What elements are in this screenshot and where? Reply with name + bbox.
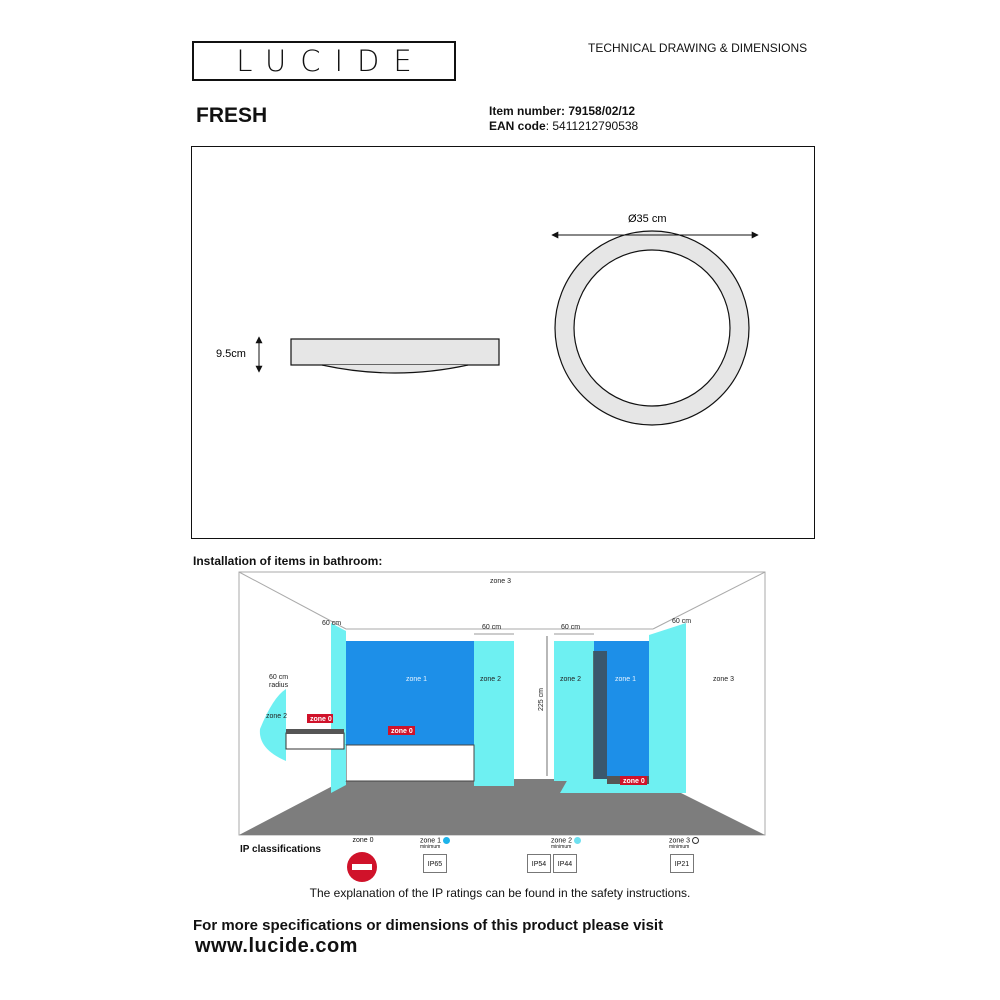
brand-logo: LUCIDE — [192, 41, 456, 81]
bathroom-section-title: Installation of items in bathroom: — [193, 554, 383, 568]
ip-zone0-label: zone 0 — [352, 837, 374, 844]
bathroom-zones-diagram — [238, 571, 766, 836]
zone0-sink-label: zone 0 — [310, 716, 332, 723]
zone2-color-dot-icon — [574, 837, 581, 844]
zone2-right-strip — [649, 623, 686, 793]
zone2-mid-left-label: zone 2 — [480, 676, 502, 683]
product-name: FRESH — [196, 104, 268, 127]
ip44-badge: IP44 — [553, 854, 577, 873]
dim-60-right-wall: 60 cm — [672, 618, 692, 625]
footer-website-link[interactable]: www.lucide.com — [195, 935, 358, 957]
technical-drawing-frame — [191, 146, 815, 539]
zone3-right-label: zone 3 — [713, 676, 735, 683]
height-225-label: 225 cm — [538, 688, 545, 711]
zone2-mid-right-label: zone 2 — [560, 676, 582, 683]
side-view-body — [291, 339, 499, 365]
ip-zone1-header — [420, 837, 450, 850]
ip-explanation-note: The explanation of the IP ratings can be found in the safety instructions. — [309, 886, 691, 900]
item-number-value: 79158/02/12 — [568, 104, 636, 118]
item-number-row — [489, 104, 638, 119]
zone1-color-dot-icon — [443, 837, 450, 844]
ean-value: : 5411212790538 — [545, 119, 639, 133]
ip-zone2-minimum: minimum — [551, 844, 572, 851]
no-entry-icon — [346, 851, 378, 883]
bath-tub — [346, 745, 474, 781]
ean-row — [489, 119, 638, 134]
ip21-badge: IP21 — [670, 854, 694, 873]
zone2-sink-label: zone 2 — [266, 713, 288, 720]
height-dimension: 9.5cm — [216, 348, 246, 360]
zone2-shower-side — [554, 641, 594, 781]
product-meta — [489, 104, 638, 134]
ip-classifications-title: IP classifications — [240, 844, 321, 855]
ip65-badge: IP65 — [423, 854, 447, 873]
ip-zone3-header — [669, 837, 699, 850]
sink-counter — [286, 733, 344, 749]
zone2-bath-side — [474, 641, 514, 786]
shower-glass — [593, 651, 607, 781]
radius-label-line1: 60 cm — [269, 674, 289, 681]
door-opening — [514, 631, 554, 779]
ip-zone3-label: zone 3 — [669, 837, 691, 845]
technical-drawing — [192, 147, 813, 537]
ip-zone2-label: zone 2 — [551, 837, 573, 845]
zone1-left-label: zone 1 — [406, 676, 428, 683]
ip-zone3-minimum: minimum — [669, 844, 690, 851]
side-view-diffuser — [322, 365, 468, 373]
ip-zone1-minimum: minimum — [420, 844, 441, 851]
sink-top — [286, 729, 344, 734]
zone1-right-label: zone 1 — [615, 676, 637, 683]
zone3-color-dot-icon — [692, 837, 699, 844]
zone0-bath-label: zone 0 — [391, 728, 413, 735]
dim-60-left-wall: 60 cm — [322, 620, 342, 627]
ean-label: EAN code — [489, 119, 546, 133]
footer-info-text: For more specifications or dimensions of this product please visit — [193, 917, 664, 934]
ip-zone2-header — [551, 837, 581, 850]
ip54-badge: IP54 — [527, 854, 551, 873]
dim-60-mid-right: 60 cm — [561, 624, 581, 631]
zone0-shower-label: zone 0 — [623, 778, 645, 785]
diameter-dimension: Ø35 cm — [628, 213, 667, 225]
zone3-top-label: zone 3 — [490, 578, 512, 585]
top-view-inner — [574, 250, 730, 406]
item-number-label: Item number: — [489, 104, 566, 118]
document-title: TECHNICAL DRAWING & DIMENSIONS — [588, 41, 808, 55]
dim-60-mid-left: 60 cm — [482, 624, 502, 631]
ip-zone1-label: zone 1 — [420, 837, 442, 845]
radius-label-line2: radius — [269, 682, 289, 689]
